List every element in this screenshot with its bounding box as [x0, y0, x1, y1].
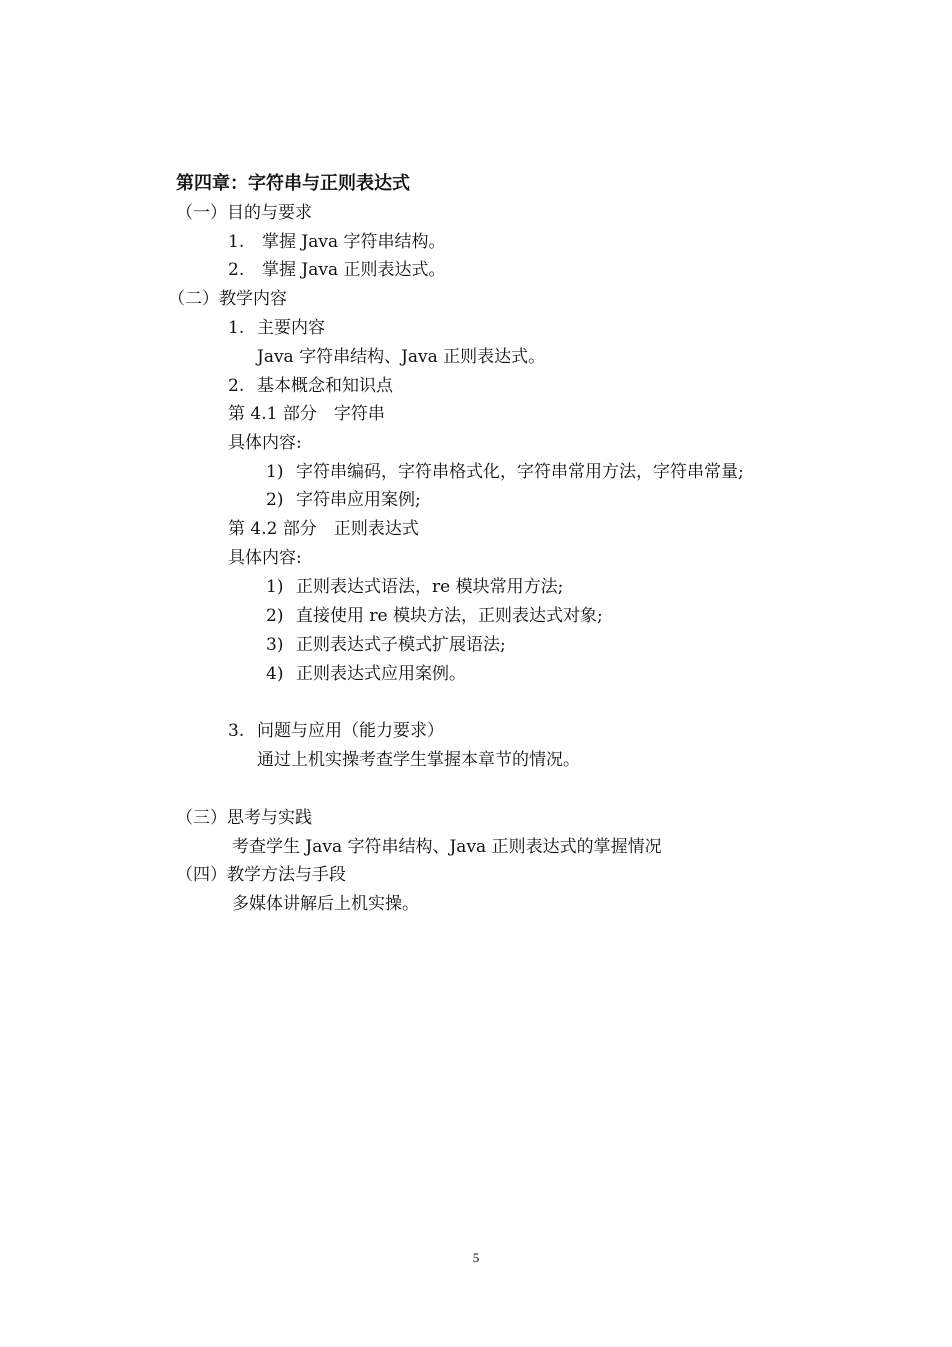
part-4-2-item-1: [266, 576, 563, 598]
item-text: 正则表达式子模式扩展语法;: [296, 635, 506, 655]
problems-heading: [228, 720, 444, 742]
item-text: 掌握 Java 正则表达式。: [262, 260, 446, 280]
part-4-1-item-2: [266, 489, 421, 511]
section-1-item-1: [228, 231, 446, 253]
item-text: 正则表达式语法，re 模块常用方法;: [296, 577, 564, 597]
item-text: 直接使用 re 模块方法，正则表达式对象;: [296, 606, 603, 626]
item-text: 字符串编码，字符串格式化，字符串常用方法，字符串常量;: [296, 462, 744, 482]
problems-text: 通过上机实操考查学生掌握本章节的情况。: [257, 750, 580, 770]
item-label: 主要内容: [257, 318, 325, 338]
item-number: 1): [266, 462, 284, 482]
section-1-item-2: [228, 259, 446, 281]
part-4-2-item-2: [266, 605, 603, 627]
item-number: 1): [266, 577, 284, 597]
item-number: 1.: [228, 232, 245, 252]
item-number: 2.: [228, 260, 245, 280]
item-text: 掌握 Java 字符串结构。: [262, 232, 446, 252]
item-text: 正则表达式应用案例。: [296, 664, 466, 684]
section-1-heading: （一）目的与要求: [176, 203, 312, 223]
item-number: 2.: [228, 376, 245, 396]
item-number: 2): [266, 490, 284, 510]
part-4-2-detail-label: 具体内容:: [228, 548, 302, 568]
chapter-title: 第四章：字符串与正则表达式: [176, 173, 410, 194]
part-4-1-detail-label: 具体内容:: [228, 433, 302, 453]
part-4-2-item-3: [266, 634, 506, 656]
item-number: 3): [266, 635, 284, 655]
main-content-heading: [228, 317, 325, 339]
section-2-heading: （二）教学内容: [168, 289, 287, 309]
section-4-text: 多媒体讲解后上机实操。: [232, 894, 419, 914]
main-content-text: Java 字符串结构、Java 正则表达式。: [257, 347, 546, 367]
section-4-heading: （四）教学方法与手段: [176, 865, 346, 885]
item-label: 问题与应用（能力要求）: [257, 721, 444, 741]
section-3-heading: （三）思考与实践: [176, 808, 312, 828]
part-4-2-title: 第 4.2 部分 正则表达式: [228, 519, 419, 539]
section-3-text: 考查学生 Java 字符串结构、Java 正则表达式的掌握情况: [232, 837, 662, 857]
part-4-2-item-4: [266, 663, 466, 685]
item-number: 2): [266, 606, 284, 626]
part-4-1-item-1: [266, 461, 744, 483]
part-4-1-title: 第 4.1 部分 字符串: [228, 404, 385, 424]
concepts-heading: [228, 375, 393, 397]
item-number: 4): [266, 664, 284, 684]
page-number: 5: [472, 1250, 480, 1265]
item-label: 基本概念和知识点: [257, 376, 393, 396]
item-number: 3.: [228, 721, 245, 741]
item-number: 1.: [228, 318, 245, 338]
item-text: 字符串应用案例;: [296, 490, 421, 510]
